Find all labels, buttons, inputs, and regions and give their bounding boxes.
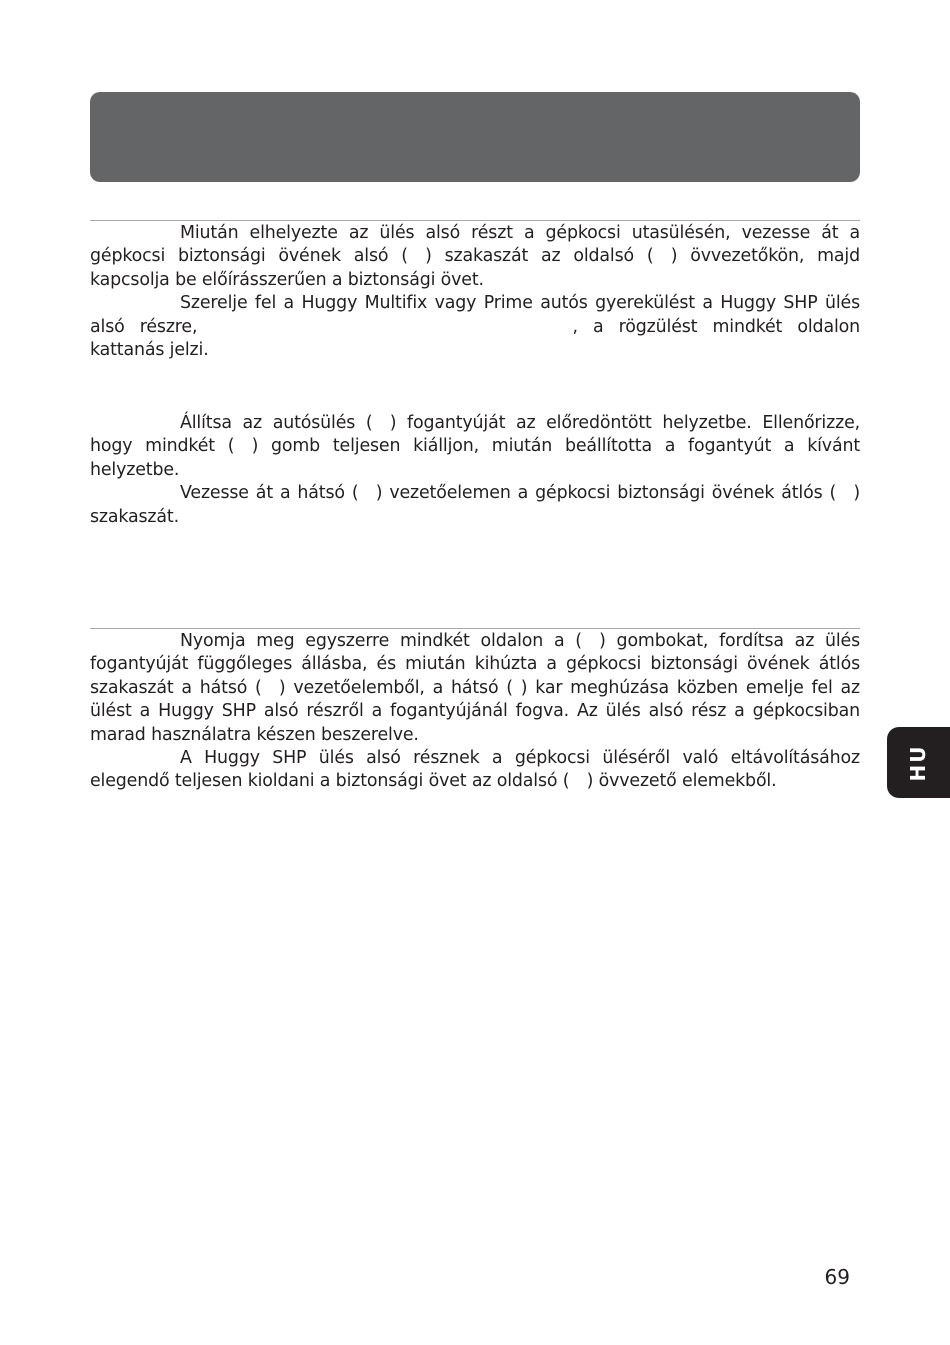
paragraph-handle-position: Állítsa az autósülés ( ) fogantyúját az előredöntött helyzetbe. Ellenőrizze, hogy mindkét ( ) gomb teljesen kiálljon, miután beállította a fogantyút a kívánt helyzetbe. (90, 413, 860, 480)
section-adjustment (90, 412, 860, 529)
paragraph-diagonal-belt: Vezesse át a hátsó ( ) vezetőelemen a gépkocsi biztonsági övének átlós ( ) szakaszát. (90, 483, 860, 527)
language-tab-label: HU (906, 744, 930, 782)
section-removal (90, 630, 860, 794)
paragraph-release-belt: A Huggy SHP ülés alsó résznek a gépkocsi üléséről való eltávolításához elegendő teljesen kioldani a biztonsági övet az oldalsó ( ) övvezető elemekből. (90, 748, 860, 792)
language-tab (887, 727, 950, 798)
header-bar (90, 92, 860, 182)
page-number: 69 (824, 1265, 850, 1289)
section-rule-2 (90, 628, 860, 629)
paragraph-seat-mounting: Szerelje fel a Huggy Multifix vagy Prime autós gyerekülést a Huggy SHP ülés alsó részre, , a rögzülést mindkét oldalon kattanás jelzi. (90, 293, 860, 361)
paragraph-lift-seat: Nyomja meg egyszerre mindkét oldalon a ( ) gombokat, fordítsa az ülés fogantyúját függőleges állásba, és miután kihúzta a gépkocsi biztonsági övének átlós szakaszát a hátsó ( ) vezetőelemből, a hátsó ( ) kar meghúzása közben emelje fel az ülést a Huggy SHP alsó részről a fogantyújánál fogva. Az ülés alsó rész a gépkocsiban marad használatra készen beszerelve. (90, 631, 860, 745)
section-installation (90, 222, 860, 362)
paragraph-belt-routing: Miután elhelyezte az ülés alsó részt a gépkocsi utasülésén, vezesse át a gépkocsi biztonsági övének alsó ( ) szakaszát az oldalsó ( ) övvezetőkön, majd kapcsolja be előírásszerűen a biztonsági övet. (90, 223, 860, 290)
section-rule-1 (90, 220, 860, 221)
